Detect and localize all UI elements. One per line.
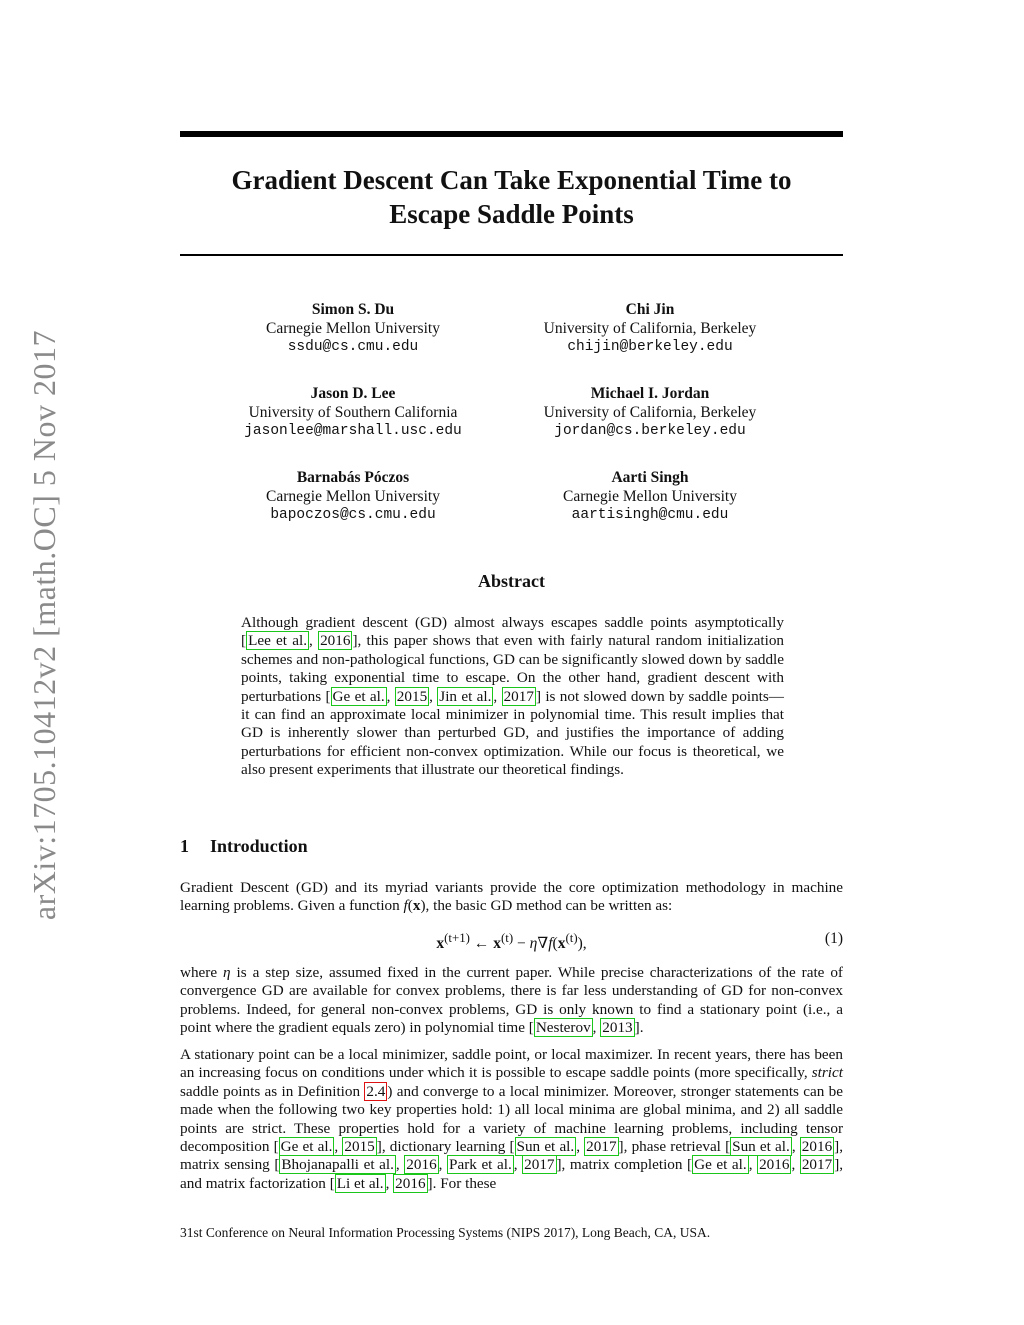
citation-link[interactable]: 2017	[524, 1156, 555, 1174]
eq-eta: η	[529, 935, 538, 953]
author-email[interactable]: bapoczos@cs.cmu.edu	[270, 507, 436, 523]
text-run: ], dictionary learning [	[376, 1138, 515, 1156]
citation-link[interactable]: Jin et al.	[439, 687, 492, 705]
author-block	[188, 300, 518, 357]
author-block	[485, 468, 815, 525]
citation-link[interactable]: Sun et al.	[516, 1138, 575, 1156]
title-rule-bottom	[180, 254, 843, 256]
paper-title	[180, 163, 843, 231]
citation-link[interactable]: 2016	[406, 1156, 437, 1174]
citation-link[interactable]: 2015	[396, 687, 428, 705]
citation-link[interactable]: Ge et al.	[694, 1156, 747, 1174]
section-number: 1	[180, 836, 189, 856]
title-rule-top	[180, 131, 843, 137]
citation-link[interactable]: Bhojanapalli et al.	[281, 1156, 394, 1174]
citation-link[interactable]: Ge et al.	[332, 687, 385, 705]
author-block	[485, 300, 815, 357]
text-run: ,	[395, 1156, 405, 1174]
text-run: where	[180, 964, 224, 981]
text-run: ], phase retrieval [	[618, 1138, 731, 1156]
text-run: , the basic GD method can be written as:	[425, 897, 673, 915]
math-f: f	[403, 897, 408, 915]
author-block	[188, 468, 518, 525]
citation-link[interactable]: 2017	[586, 1138, 617, 1156]
author-email[interactable]: chijin@berkeley.edu	[567, 339, 733, 355]
equation-body: $x^{(t+1)}$ ← $x^{(t)} - \eta\nabla f(x^{(t)})$,	[436, 930, 587, 953]
text-run: ,	[438, 1156, 448, 1174]
intro-paragraph-1: Gradient Descent (GD) and its myriad variants provide the core optimization methodology in machine learning problems. Given a function f(x), the basic GD method can be written as:	[180, 879, 843, 915]
author-affiliation: University of Southern California	[248, 404, 458, 421]
eq-sup: (t)	[565, 930, 578, 945]
text-run: ]. For these	[427, 1174, 497, 1192]
citation-link[interactable]: 2016	[395, 1174, 426, 1192]
text-run: ,	[576, 1138, 585, 1156]
intro-paragraph-3	[180, 1046, 843, 1193]
author-name: Chi Jin	[625, 301, 675, 318]
citation-link[interactable]: Ge et al.	[280, 1138, 333, 1156]
citation-link[interactable]: 2016	[759, 1156, 790, 1174]
equation-1	[180, 930, 843, 953]
text-run: saddle points as in Definition	[180, 1082, 365, 1100]
title-line-1: Gradient Descent Can Take Exponential Time to	[231, 165, 792, 195]
text-run: ) and converge to a local minimizer. Moreover, stronger statements can be made when the following two key properties hold: 1) all local minima are global minima, and 2) all saddle points are strict. These properties hold for a variety of machine learning problems, including tensor decomposition [	[180, 1082, 843, 1156]
author-affiliation: Carnegie Mellon University	[266, 320, 440, 337]
author-name: Michael I. Jordan	[590, 385, 710, 402]
author-affiliation: Carnegie Mellon University	[266, 488, 440, 505]
citation-link[interactable]: Sun et al.	[732, 1138, 790, 1156]
text-run: ], and matrix factorization [	[180, 1156, 844, 1192]
citation-link[interactable]: Li et al.	[336, 1174, 384, 1192]
text-run: ], this paper shows that even with fairly natural random initialization schemes and non-pathological functions, GD can be significantly slowed down by saddle points, taking exponential time to escape. On the other hand, gradient descent with perturbations [	[241, 632, 785, 705]
text-run: ,	[592, 1019, 601, 1037]
author-email[interactable]: jordan@cs.berkeley.edu	[554, 423, 746, 439]
eq-nabla: ∇	[537, 935, 549, 953]
abstract-heading: Abstract	[478, 571, 545, 591]
title-line-2: Escape Saddle Points	[389, 199, 634, 229]
section-heading	[180, 836, 308, 857]
text-run: ,	[386, 687, 395, 705]
author-block	[188, 384, 518, 441]
text-run: ,	[791, 1156, 800, 1174]
eq-sup: (t+1)	[444, 930, 470, 945]
text-run: ,	[385, 1174, 394, 1192]
equation-number: (1)	[824, 930, 843, 947]
math-x: x	[412, 897, 421, 915]
author-name: Aarti Singh	[611, 469, 689, 486]
text-run: Gradient Descent (GD) and its myriad variants provide the core optimization methodology in machine learning problems. Given a function	[180, 879, 843, 915]
citation-link[interactable]: Lee et al.	[248, 632, 308, 650]
author-name: Simon S. Du	[311, 301, 395, 318]
text-run: ,	[748, 1156, 758, 1174]
text-run: ,	[791, 1138, 800, 1156]
citation-link[interactable]: 2013	[602, 1019, 633, 1037]
text-run: is a step size, assumed fixed in the current paper. While precise characterizations of the rate of convergence GD are available for convex problems, there is far less understanding of GD for non-convex problems. Indeed, for general non-convex problems, GD is only known to find a stationary point (i.e., a point where the gradient equals zero) in polynomial time [	[180, 964, 843, 1037]
text-run: ], matrix sensing [	[180, 1138, 844, 1174]
author-affiliation: Carnegie Mellon University	[563, 488, 737, 505]
arxiv-stamp: arXiv:1705.10412v2 [math.OC] 5 Nov 2017	[26, 330, 62, 921]
emphasis: strict	[811, 1064, 843, 1082]
footnote: 31st Conference on Neural Information Processing Systems (NIPS 2017), Long Beach, CA, USA.	[180, 1225, 711, 1240]
citation-link[interactable]: Nesterov	[535, 1019, 591, 1037]
author-affiliation: University of California, Berkeley	[543, 404, 757, 421]
author-name: Barnabás Póczos	[296, 469, 410, 486]
abstract-text	[241, 614, 784, 780]
section-title: Introduction	[210, 836, 308, 856]
text-run: ,	[309, 632, 319, 650]
eq-arrow: ←	[469, 935, 494, 953]
eq-sup: (t)	[500, 930, 514, 945]
author-email[interactable]: ssdu@cs.cmu.edu	[287, 339, 419, 355]
author-block	[485, 384, 815, 441]
citation-link[interactable]: Park et al.	[449, 1156, 512, 1174]
text-run: ].	[634, 1019, 644, 1037]
eq-f: f	[548, 935, 553, 953]
citation-link[interactable]: 2017	[801, 1156, 833, 1174]
citation-link[interactable]: 2016	[320, 632, 351, 650]
math-eta: η	[223, 964, 231, 981]
author-email[interactable]: aartisingh@cmu.edu	[571, 507, 729, 523]
text-run: ,	[334, 1138, 343, 1156]
text-run: ,	[429, 687, 438, 705]
text-run: ,	[493, 687, 502, 705]
text-run: ,	[513, 1156, 523, 1174]
citation-link[interactable]: 2017	[503, 687, 534, 705]
author-name: Jason D. Lee	[310, 385, 396, 402]
citation-link[interactable]: 2016	[801, 1138, 833, 1156]
eq-minus: −	[513, 935, 530, 953]
citation-link[interactable]: 2015	[344, 1138, 375, 1156]
author-email[interactable]: jasonlee@marshall.usc.edu	[244, 423, 462, 439]
text-run: Although gradient descent (GD) almost always escapes saddle points asymptotically [	[241, 614, 784, 650]
author-affiliation: University of California, Berkeley	[543, 320, 757, 337]
text-run: ] is not slowed down by saddle points—it can find an approximate local minimizer in polynomial time. This result implies that GD is inherently slower than perturbed GD, and justifies the importance of adding perturbations for efficient non-convex optimization. While our focus is theoretical, we also present experiments that illustrate our theoretical findings.	[241, 687, 784, 779]
text-run: ], matrix completion [	[556, 1156, 693, 1174]
intro-paragraph-2	[180, 964, 843, 1038]
definition-link[interactable]: 2.4	[366, 1082, 386, 1100]
text-run: A stationary point can be a local minimizer, saddle point, or local maximizer. In recent years, there has been an increasing focus on conditions under which it is possible to escape saddle points (more specifically,	[180, 1046, 843, 1082]
